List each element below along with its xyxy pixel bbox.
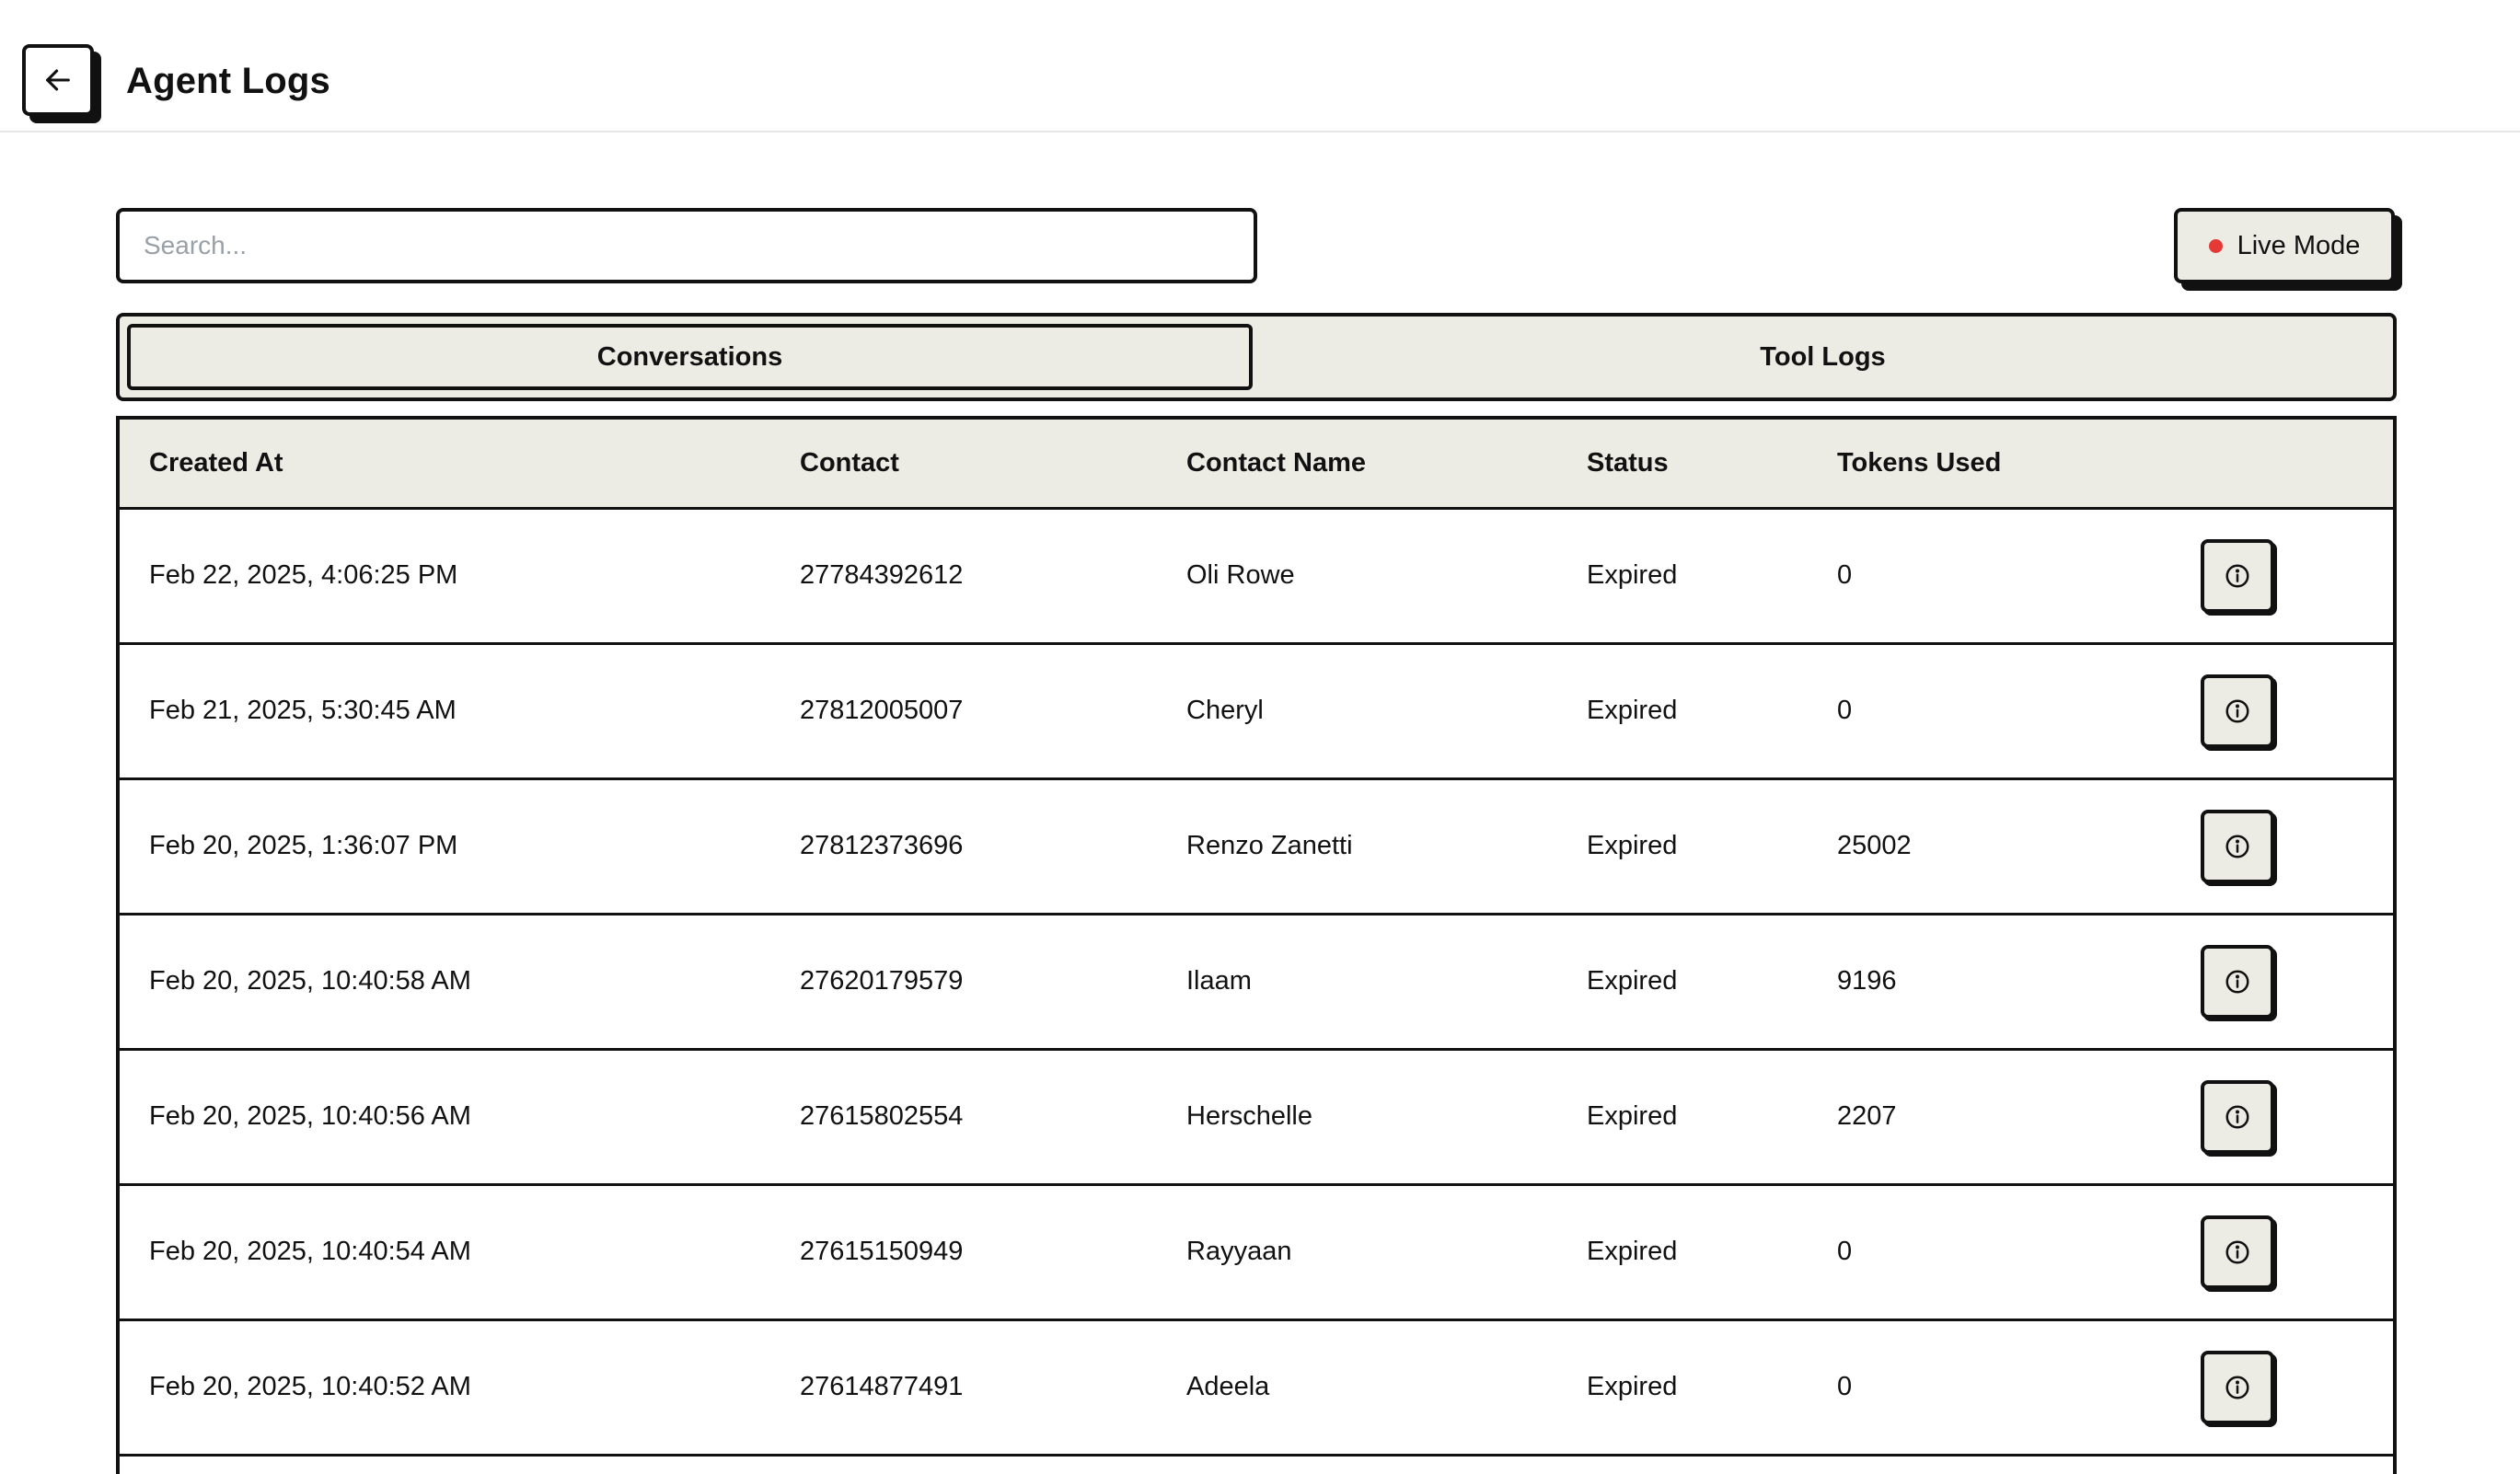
view-details-button[interactable] (2201, 945, 2274, 1019)
cell-created-at: Feb 20, 2025, 10:40:58 AM (120, 914, 770, 1049)
column-header-created-at: Created At (120, 420, 770, 508)
info-icon (2224, 697, 2251, 725)
cell-contact: 27614877491 (770, 1319, 1157, 1455)
cell-contact-name: Ilaam (1157, 914, 1557, 1049)
conversations-table (116, 416, 2397, 1474)
view-details-button[interactable] (2201, 810, 2274, 883)
column-header-tokens-used: Tokens Used (1808, 420, 2171, 508)
table-row[interactable] (120, 914, 2393, 1049)
table-row[interactable] (120, 643, 2393, 778)
cell-contact: 27812005007 (770, 643, 1157, 778)
tab-conversations[interactable]: Conversations (127, 324, 1253, 390)
cell-actions (2171, 1184, 2393, 1319)
cell-contact: 27615150949 (770, 1184, 1157, 1319)
tab-tool-logs[interactable]: Tool Logs (1760, 341, 1886, 372)
column-header-contact: Contact (770, 420, 1157, 508)
cell-tokens-used: 0 (1808, 508, 2171, 643)
cell-actions (2171, 508, 2393, 643)
info-icon (2224, 1103, 2251, 1131)
cell-actions (2171, 1319, 2393, 1455)
cell-created-at: Feb 22, 2025, 4:06:25 PM (120, 508, 770, 643)
info-icon (2224, 833, 2251, 860)
cell-status: Expired (1557, 1319, 1808, 1455)
cell-created-at: Feb 20, 2025, 10:40:56 AM (120, 1049, 770, 1184)
cell-created-at: Feb 20, 2025, 1:36:07 PM (120, 778, 770, 914)
cell-status: Expired (1557, 643, 1808, 778)
column-header-status: Status (1557, 420, 1808, 508)
view-details-button[interactable] (2201, 539, 2274, 613)
cell-status: Expired (1557, 1184, 1808, 1319)
live-indicator-dot (2209, 239, 2223, 253)
cell-contact-name: Adeela (1157, 1319, 1557, 1455)
info-icon (2224, 1374, 2251, 1401)
table-row[interactable] (120, 1319, 2393, 1455)
view-details-button[interactable] (2201, 1080, 2274, 1154)
cell-contact: 27784392612 (770, 508, 1157, 643)
table-row[interactable] (120, 1184, 2393, 1319)
info-icon (2224, 562, 2251, 590)
cell-status: Expired (1557, 1049, 1808, 1184)
live-mode-button[interactable] (2174, 208, 2395, 283)
cell-contact: 27620179579 (770, 914, 1157, 1049)
table-row[interactable] (120, 1049, 2393, 1184)
app-header (0, 0, 2520, 132)
live-mode-label: Live Mode (2237, 230, 2361, 260)
view-details-button[interactable] (2201, 1351, 2274, 1424)
arrow-left-icon (42, 64, 74, 96)
info-icon (2224, 1238, 2251, 1266)
cell-tokens-used: 0 (1808, 1184, 2171, 1319)
cell-tokens-used: 2207 (1808, 1049, 2171, 1184)
cell-created-at: Feb 21, 2025, 5:30:45 AM (120, 643, 770, 778)
column-header-contact-name: Contact Name (1157, 420, 1557, 508)
cell-created-at: Feb 20, 2025, 10:40:54 AM (120, 1184, 770, 1319)
cell-created-at: Feb 20, 2025, 10:40:52 AM (120, 1319, 770, 1455)
log-tabs (116, 313, 2397, 401)
search-input[interactable] (116, 208, 1257, 283)
cell-tokens-used: 9196 (1808, 914, 2171, 1049)
cell-status: Expired (1557, 508, 1808, 643)
cell-status: Expired (1557, 778, 1808, 914)
cell-actions (2171, 643, 2393, 778)
cell-contact-name: Renzo Zanetti (1157, 778, 1557, 914)
back-button[interactable] (22, 44, 94, 116)
cell-contact-name: Oli Rowe (1157, 508, 1557, 643)
cell-status: Expired (1557, 914, 1808, 1049)
info-icon (2224, 968, 2251, 996)
cell-contact: 27615802554 (770, 1049, 1157, 1184)
cell-contact-name: Herschelle (1157, 1049, 1557, 1184)
column-header-actions (2171, 420, 2393, 508)
cell-contact-name: Cheryl (1157, 643, 1557, 778)
view-details-button[interactable] (2201, 1215, 2274, 1289)
table-header-row (120, 420, 2393, 508)
cell-contact: 27812373696 (770, 778, 1157, 914)
cell-tokens-used: 0 (1808, 1319, 2171, 1455)
cell-actions (2171, 778, 2393, 914)
cell-tokens-used: 0 (1808, 643, 2171, 778)
view-details-button[interactable] (2201, 674, 2274, 748)
cell-tokens-used: 25002 (1808, 778, 2171, 914)
page-title: Agent Logs (126, 61, 330, 101)
cell-actions (2171, 914, 2393, 1049)
cell-contact-name: Rayyaan (1157, 1184, 1557, 1319)
table-row[interactable] (120, 508, 2393, 643)
cell-actions (2171, 1049, 2393, 1184)
table-row[interactable] (120, 778, 2393, 914)
